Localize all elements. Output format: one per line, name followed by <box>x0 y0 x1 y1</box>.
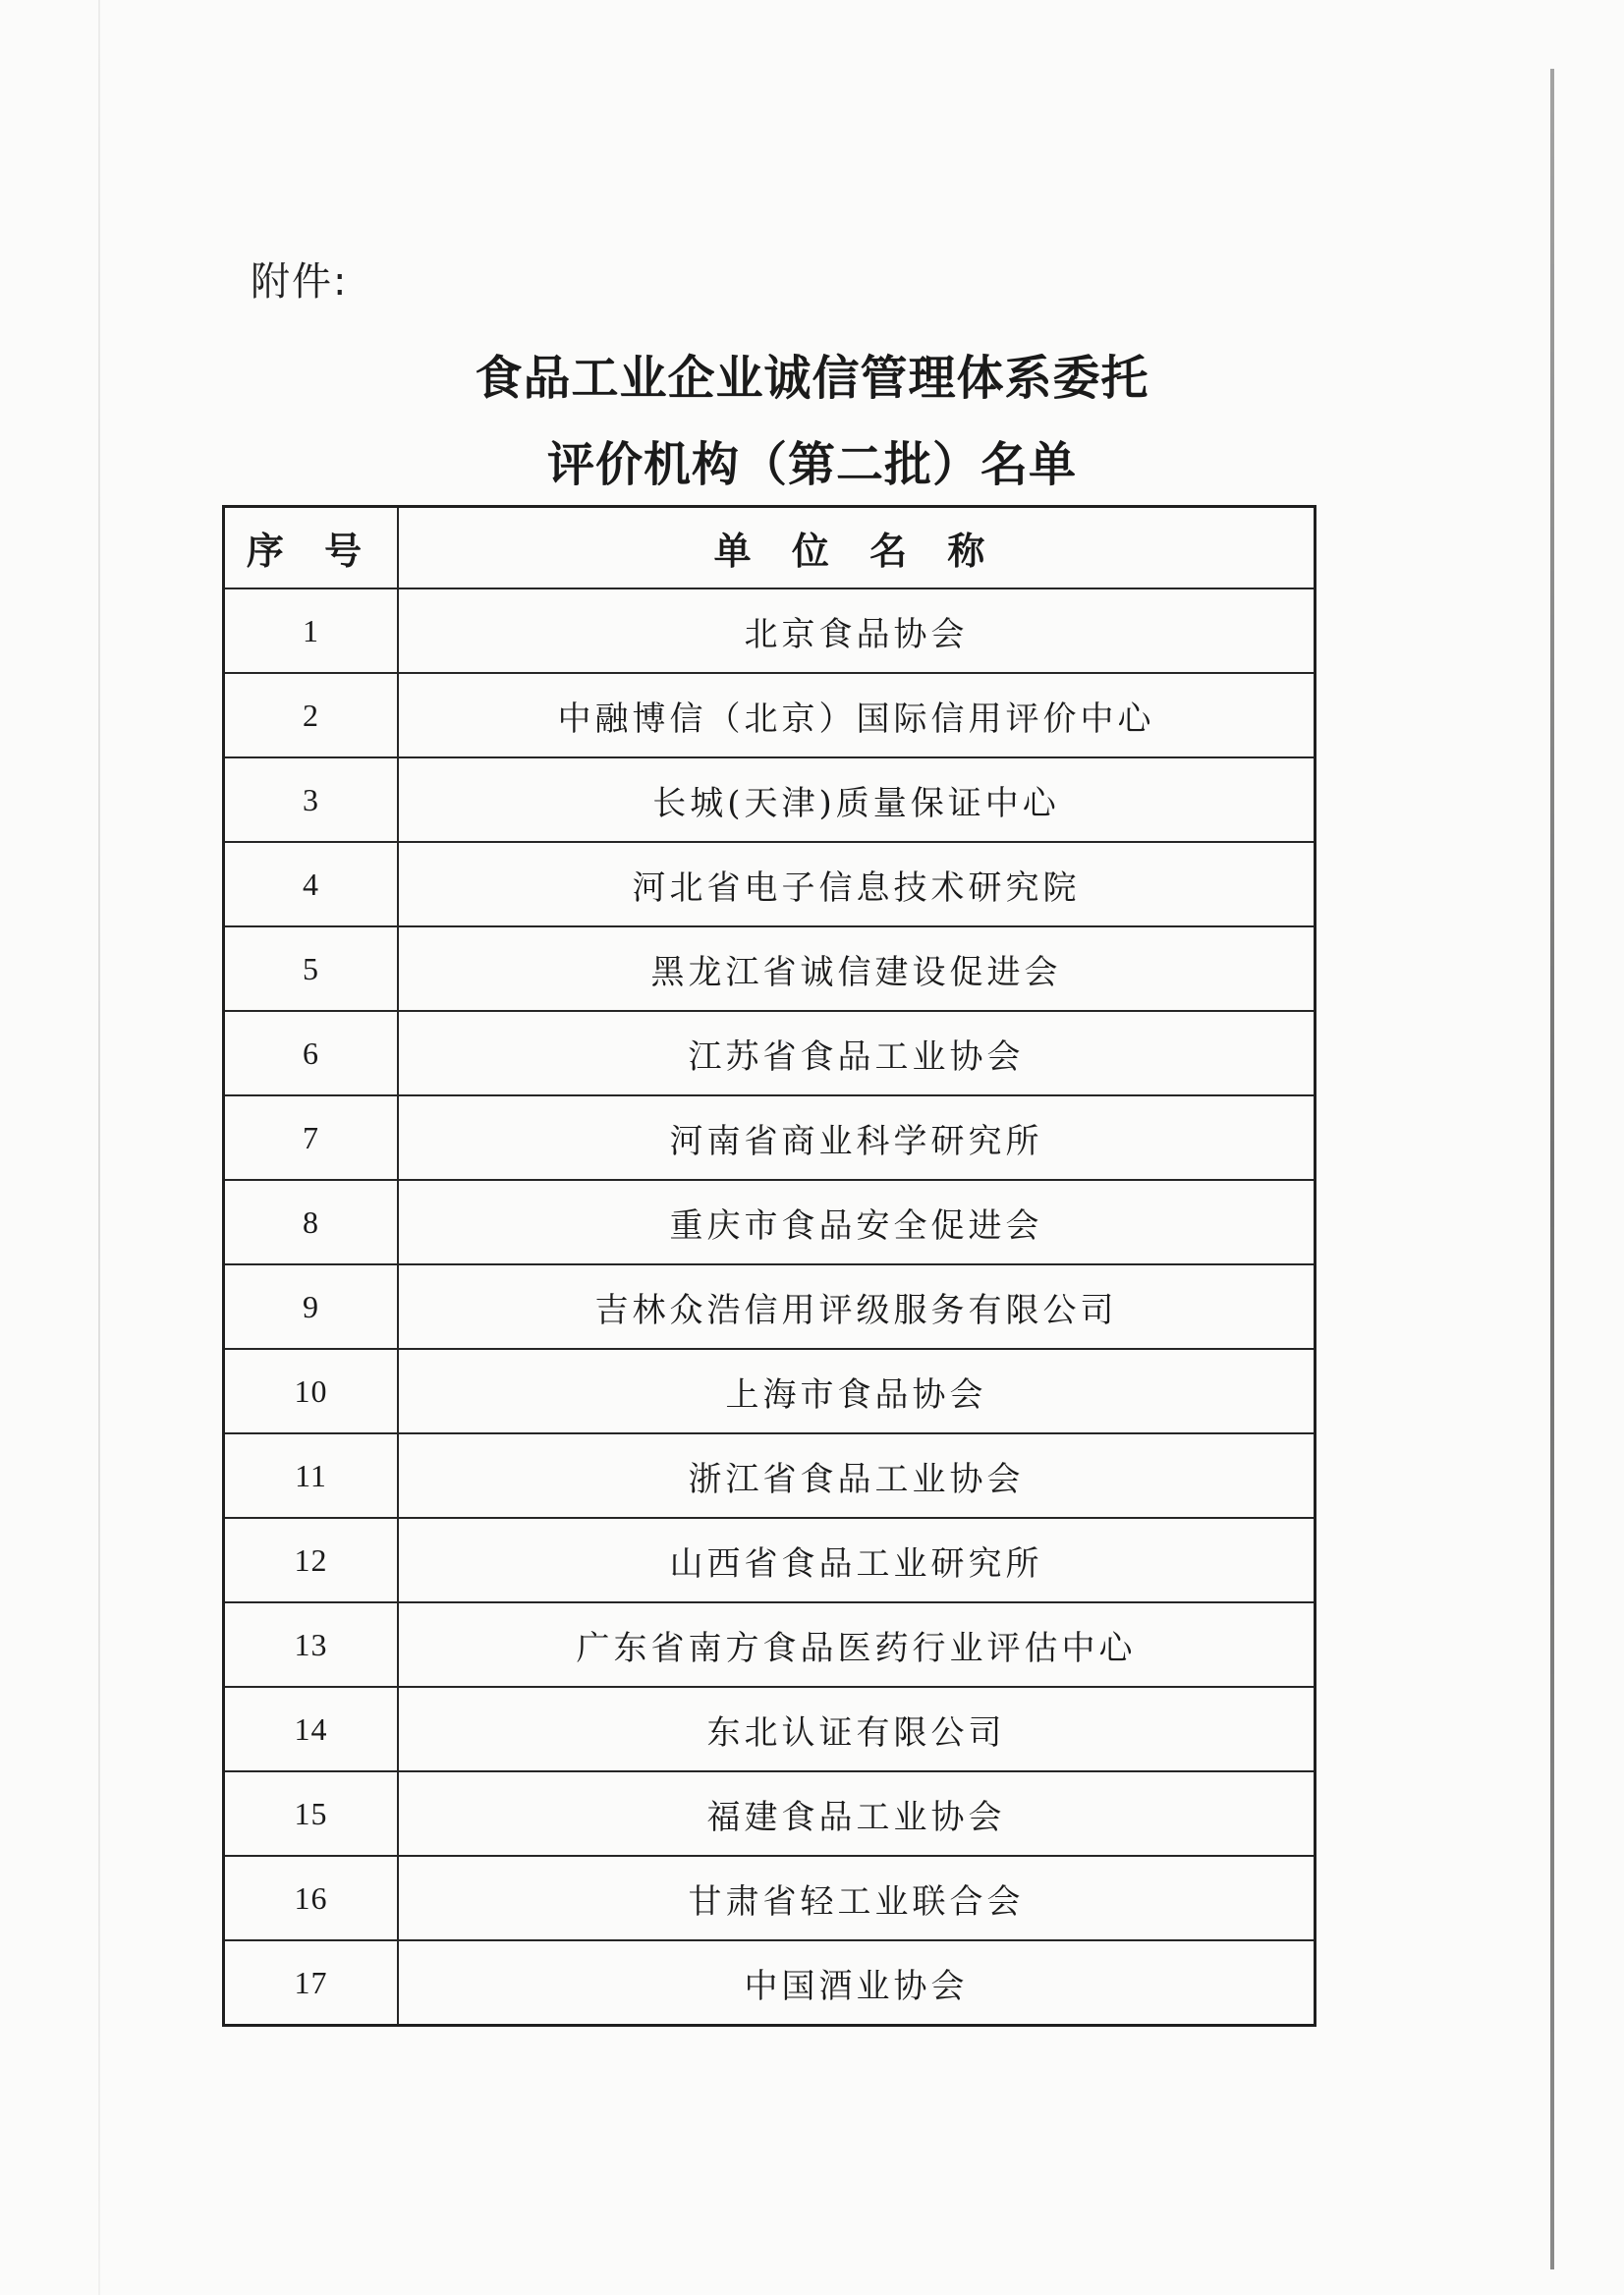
organization-table <box>222 505 1316 2027</box>
table-row <box>224 1856 1316 1940</box>
row-name: 吉林众浩信用评级服务有限公司 <box>398 1264 1316 1349</box>
row-index: 8 <box>224 1180 399 1264</box>
row-name: 广东省南方食品医药行业评估中心 <box>398 1602 1316 1687</box>
row-index: 16 <box>224 1856 399 1940</box>
table-row <box>224 1687 1316 1771</box>
document-title-line-2: 评价机构（第二批）名单 <box>546 437 1077 492</box>
row-index: 4 <box>224 842 399 926</box>
table-row <box>224 588 1316 673</box>
table-row <box>224 842 1316 926</box>
row-index: 17 <box>224 1940 399 2026</box>
row-index: 12 <box>224 1518 399 1602</box>
table-row <box>224 1264 1316 1349</box>
row-name: 浙江省食品工业协会 <box>398 1433 1316 1518</box>
row-index: 11 <box>224 1433 399 1518</box>
row-name: 河南省商业科学研究所 <box>398 1095 1316 1180</box>
table-row <box>224 1433 1316 1518</box>
header-name: 单 位 名 称 <box>398 507 1316 589</box>
row-name: 东北认证有限公司 <box>398 1687 1316 1771</box>
row-index: 5 <box>224 926 399 1011</box>
table-row <box>224 1771 1316 1856</box>
row-name: 上海市食品协会 <box>398 1349 1316 1433</box>
attachment-label: 附件: <box>251 259 349 305</box>
table-row <box>224 1095 1316 1180</box>
row-index: 3 <box>224 757 399 842</box>
row-name: 河北省电子信息技术研究院 <box>398 842 1316 926</box>
row-index: 10 <box>224 1349 399 1433</box>
table-row <box>224 1349 1316 1433</box>
table-row <box>224 1940 1316 2026</box>
row-index: 9 <box>224 1264 399 1349</box>
row-index: 13 <box>224 1602 399 1687</box>
row-name: 甘肃省轻工业联合会 <box>398 1856 1316 1940</box>
table-row <box>224 1518 1316 1602</box>
row-name: 山西省食品工业研究所 <box>398 1518 1316 1602</box>
table-row <box>224 757 1316 842</box>
row-name: 重庆市食品安全促进会 <box>398 1180 1316 1264</box>
header-index: 序 号 <box>224 507 399 589</box>
row-name: 北京食品协会 <box>398 588 1316 673</box>
row-name: 长城(天津)质量保证中心 <box>398 757 1316 842</box>
row-name: 江苏省食品工业协会 <box>398 1011 1316 1095</box>
table-header-row <box>224 507 1316 589</box>
table-row <box>224 926 1316 1011</box>
row-index: 14 <box>224 1687 399 1771</box>
table-row <box>224 673 1316 757</box>
row-name: 福建食品工业协会 <box>398 1771 1316 1856</box>
row-name: 中国酒业协会 <box>398 1940 1316 2026</box>
row-index: 6 <box>224 1011 399 1095</box>
row-index: 7 <box>224 1095 399 1180</box>
row-index: 1 <box>224 588 399 673</box>
row-name: 中融博信（北京）国际信用评价中心 <box>398 673 1316 757</box>
table-row <box>224 1011 1316 1095</box>
document-title-line-1: 食品工业企业诚信管理体系委托 <box>475 351 1149 406</box>
row-name: 黑龙江省诚信建设促进会 <box>398 926 1316 1011</box>
row-index: 2 <box>224 673 399 757</box>
table-row <box>224 1180 1316 1264</box>
table-row <box>224 1602 1316 1687</box>
row-index: 15 <box>224 1771 399 1856</box>
